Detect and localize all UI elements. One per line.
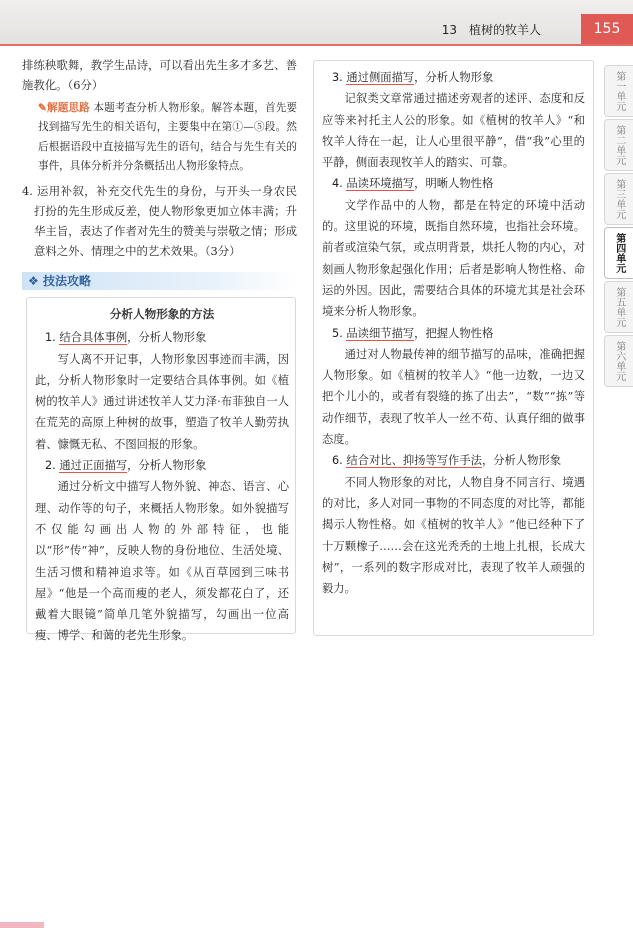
method-6-rest: ，分析人物形象: [481, 454, 562, 468]
tab-unit-3[interactable]: 第三单元: [604, 173, 633, 225]
method-5-text: 通过对人物最传神的细节描写的品味，准确把握人物形象。如《植树的牧羊人》“他一边数，一边又把个儿小的，或者有裂缝的拣了出去”，“数”“拣”等动作细节，表现了牧羊人一丝不苟、认真仔细的做事态度。: [322, 347, 585, 447]
method-2-text: 通过分析文中描写人物外貌、神态、语言、心理、动作等的句子，来概括人物形象。如外貌描写不仅能勾画出人物的外部特征，也能以“形”传“神”，反映人物的身份地位、生活处境、生活习惯和精神追求等。如《从百草园到三味书屋》“他是一个高而瘦的老人，须发都花白了，还戴着大眼镜”简单几笔外貌描写，勾画出一位高瘦、博学、和蔼的老先生形象。: [35, 480, 289, 643]
pencil-icon: ✎: [38, 102, 47, 114]
tab-unit-5[interactable]: 第五单元: [604, 281, 633, 333]
method-5-num: 5.: [332, 326, 343, 340]
method-3-text: 记叙类文章常通过描述旁观者的述评、态度和反应等来衬托主人公的形象。如《植树的牧羊人》“和牧羊人待在一起，让人心里很平静”，借“我”心里的平静，侧面表现牧羊人的踏实、可靠。: [322, 92, 585, 170]
left-column: [22, 55, 297, 290]
method-2-key: 通过正面描写: [59, 459, 128, 473]
tab-unit-6[interactable]: 第六单元: [604, 335, 633, 387]
answer-4-text: 4. 运用补叙，补充交代先生的身份，与开头一身农民打扮的先生形成反差，使人物形象更加立体丰满；升华主旨，表达了作者对先生的赞美与崇敬之情；形成意料之外、情理之中的艺术效果。（3分）: [22, 183, 297, 258]
method-4-num: 4.: [332, 177, 343, 191]
method-6-key: 结合对比、抑扬等写作手法: [346, 454, 482, 468]
method-4-rest: ，明晰人物性格: [414, 177, 494, 191]
tip-text: 本题考查分析人物形象。解答本题，首先要找到描写先生的相关语句，主要集中在第①—⑤段。然后根据语段中直接描写先生的语句，结合与先生有关的事件，具体分析并分条概括出人物形象特点。: [38, 102, 298, 173]
method-1-key: 结合具体事例: [59, 331, 128, 345]
method-1-heading: [35, 327, 289, 348]
corner-mark: [0, 922, 44, 928]
strategy-label: 技法攻略: [42, 274, 91, 289]
method-4-heading: [322, 173, 585, 194]
method-2-num: 2.: [45, 459, 56, 473]
page-header: [0, 0, 633, 46]
method-6-num: 6.: [332, 454, 343, 468]
tab-unit-1[interactable]: 第一单元: [604, 65, 633, 117]
method-4-key: 品读环境描写: [346, 177, 415, 191]
tab-unit-2[interactable]: 第二单元: [604, 119, 633, 171]
lesson-title: 植树的牧羊人: [468, 23, 541, 37]
method-3-heading: [322, 67, 585, 88]
method-5-rest: ，把握人物性格: [414, 326, 494, 340]
method-5-key: 品读细节描写: [346, 326, 415, 340]
page-number: 155: [581, 14, 633, 44]
header-lesson: [442, 21, 541, 38]
method-5-heading: [322, 323, 585, 344]
solution-tip: [22, 99, 297, 177]
method-3-rest: ，分析人物形象: [414, 71, 494, 84]
method-3-key: 通过侧面描写: [346, 71, 415, 84]
method-box-right: [313, 60, 594, 636]
method-box-left: [26, 297, 296, 643]
method-3-num: 3.: [332, 71, 343, 84]
strategy-header: [22, 272, 297, 290]
method-2-rest: ，分析人物形象: [127, 459, 207, 473]
tab-unit-4[interactable]: 第四单元: [604, 227, 633, 279]
method-box-title: 分析人物形象的方法: [109, 307, 215, 321]
method-6-text: 不同人物形象的对比，人物自身不同言行、境遇的对比，多人对同一事物的不同态度的对比等，都能揭示人物性格。如《植树的牧羊人》“他已经种下了十万颗橡子……会在这光秃秃的土地上扎根，长成大树”，一系列的数字形成对比，表现了牧羊人顽强的毅力。: [322, 475, 585, 596]
method-1-num: 1.: [45, 331, 56, 345]
lesson-number: 13: [441, 23, 457, 37]
method-6-heading: [322, 450, 585, 471]
answer-3-text: 排练秧歌舞，教学生品诗，可以看出先生多才多艺、善施教化。（6分）: [22, 58, 297, 92]
diamond-icon: ❖: [28, 274, 43, 289]
tip-label: 解题思路: [46, 102, 90, 114]
method-4-text: 文学作品中的人物，都是在特定的环境中活动的。这里说的环境，既指自然环境，也指社会环境。前者或渲染气氛，或点明背景，烘托人物的内心，对刻画人物形象起强化作用；后者是影响人物性格、命运的外因。因此，需要结合具体的环境尤其是社会环境来分析人物形象。: [322, 198, 585, 319]
method-1-text: 写人离不开记事，人物形象因事迹而丰满，因此，分析人物形象时一定要结合具体事例。如《植树的牧羊人》通过讲述牧羊人艾力泽·布菲独自一人在荒芜的高原上种树的故事，塑造了牧羊人勤劳执着、慷慨无私、不图回报的形象。: [35, 352, 289, 451]
method-1-rest: ，分析人物形象: [127, 331, 207, 345]
method-2-heading: [35, 455, 289, 476]
